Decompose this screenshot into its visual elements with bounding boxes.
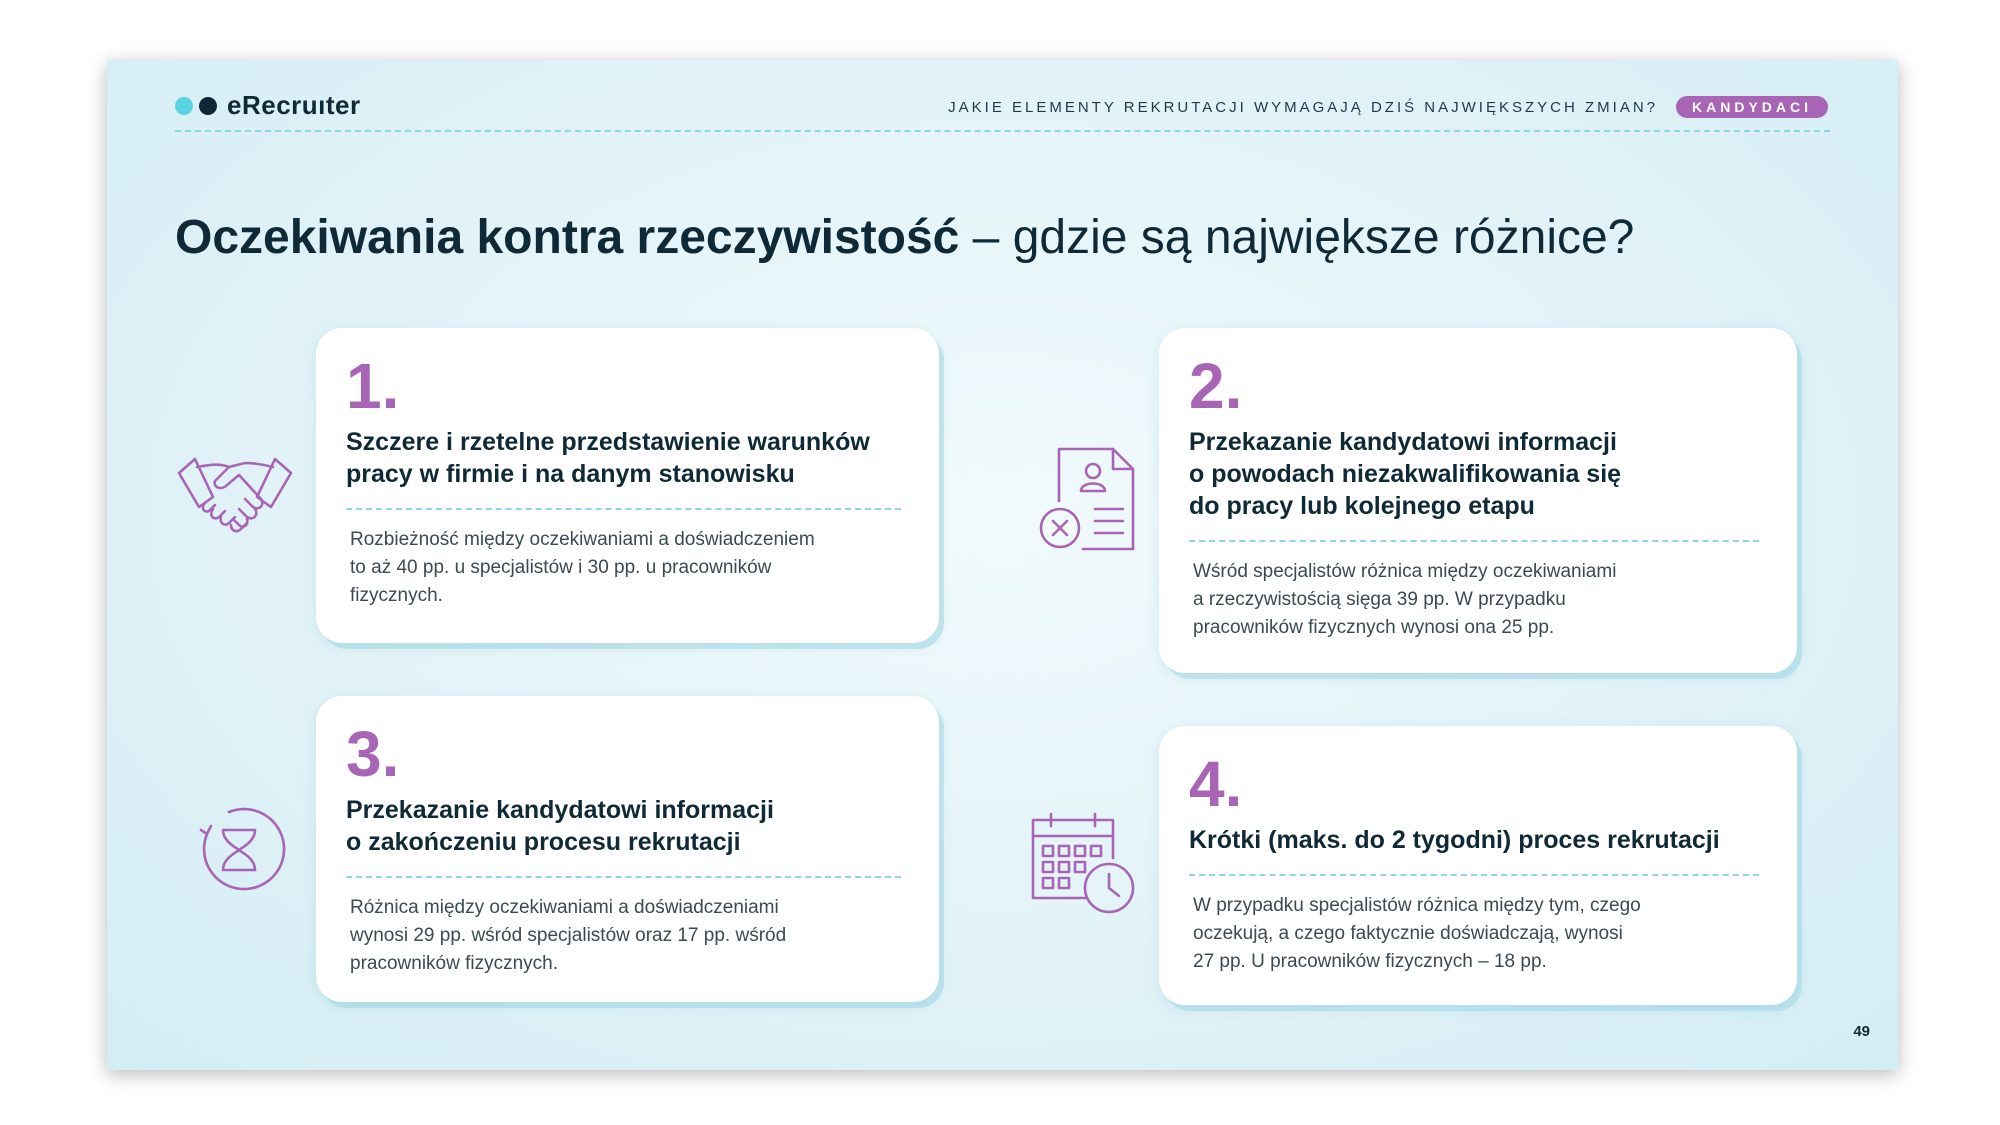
card-divider bbox=[1189, 874, 1759, 876]
card-title bbox=[346, 794, 901, 858]
card-1 bbox=[316, 328, 939, 643]
hourglass-icon bbox=[189, 800, 289, 900]
card-description bbox=[1189, 558, 1759, 642]
card-description bbox=[346, 526, 901, 610]
page-title-rest: – gdzie są największe różnice? bbox=[959, 211, 1635, 264]
card-text-line: pracowników fizycznych wynosi ona 25 pp. bbox=[1193, 617, 1555, 638]
card-2 bbox=[1159, 328, 1797, 673]
card-title-line: o powodach niezakwalifikowania się bbox=[1189, 460, 1622, 488]
card-title-line: pracy w firmie i na danym stanowisku bbox=[346, 460, 795, 488]
card-text-line: fizycznych. bbox=[350, 585, 443, 606]
handshake-icon bbox=[175, 445, 295, 545]
card-title-line: Szczere i rzetelne przedstawienie warunków bbox=[346, 428, 870, 456]
card-text-line: to aż 40 pp. u specjalistów i 30 pp. u pracowników bbox=[350, 557, 772, 578]
section-question: JAKIE ELEMENTY REKRUTACJI WYMAGAJĄ DZIŚ NAJWIĘKSZYCH ZMIAN? bbox=[948, 98, 1658, 116]
logo-text: eRecruıter bbox=[227, 90, 361, 120]
card-text-line: pracowników fizycznych. bbox=[350, 953, 559, 974]
card-number: 3. bbox=[346, 718, 400, 790]
card-text-line: 27 pp. U pracowników fizycznych – 18 pp. bbox=[1193, 951, 1547, 972]
card-number: 4. bbox=[1189, 748, 1243, 820]
calendar-clock-icon bbox=[1027, 812, 1137, 916]
card-title bbox=[1189, 824, 1759, 856]
card-title-line: do pracy lub kolejnego etapu bbox=[1189, 492, 1535, 520]
card-title-line: Przekazanie kandydatowi informacji bbox=[346, 796, 774, 824]
card-text-line: a rzeczywistością sięga 39 pp. W przypadku bbox=[1193, 589, 1566, 610]
header-divider bbox=[175, 130, 1830, 132]
card-divider bbox=[1189, 540, 1759, 542]
card-4 bbox=[1159, 726, 1797, 1005]
page-number: 49 bbox=[1853, 1023, 1870, 1040]
card-text-line: Wśród specjalistów różnica między oczekiwaniami bbox=[1193, 561, 1617, 582]
card-text-line: Różnica między oczekiwaniami a doświadczeniami bbox=[350, 897, 779, 918]
header-section bbox=[948, 96, 1828, 118]
page-title-bold: Oczekiwania kontra rzeczywistość bbox=[175, 211, 960, 264]
section-badge: KANDYDACI bbox=[1676, 96, 1828, 118]
card-description bbox=[346, 894, 901, 978]
card-title-line: Krótki (maks. do 2 tygodni) proces rekrutacji bbox=[1189, 826, 1720, 854]
card-text-line: Rozbieżność między oczekiwaniami a doświadczeniem bbox=[350, 529, 815, 550]
rejected-document-icon bbox=[1037, 445, 1141, 555]
card-divider bbox=[346, 876, 901, 878]
slide bbox=[107, 60, 1898, 1070]
card-text-line: wynosi 29 pp. wśród specjalistów oraz 17 pp. wśród bbox=[350, 925, 787, 946]
logo bbox=[175, 90, 361, 121]
card-text-line: oczekują, a czego faktycznie doświadczają, wynosi bbox=[1193, 923, 1623, 944]
card-description bbox=[1189, 892, 1759, 976]
card-number: 2. bbox=[1189, 350, 1243, 422]
page-title bbox=[175, 210, 1634, 265]
card-title bbox=[346, 426, 901, 490]
card-divider bbox=[346, 508, 901, 510]
card-text-line: W przypadku specjalistów różnica między tym, czego bbox=[1193, 895, 1641, 916]
logo-dot-light bbox=[175, 97, 193, 115]
card-title bbox=[1189, 426, 1759, 522]
card-3 bbox=[316, 696, 939, 1002]
card-title-line: o zakończeniu procesu rekrutacji bbox=[346, 828, 741, 856]
card-title-line: Przekazanie kandydatowi informacji bbox=[1189, 428, 1617, 456]
card-number: 1. bbox=[346, 350, 400, 422]
logo-dot-dark bbox=[199, 97, 217, 115]
